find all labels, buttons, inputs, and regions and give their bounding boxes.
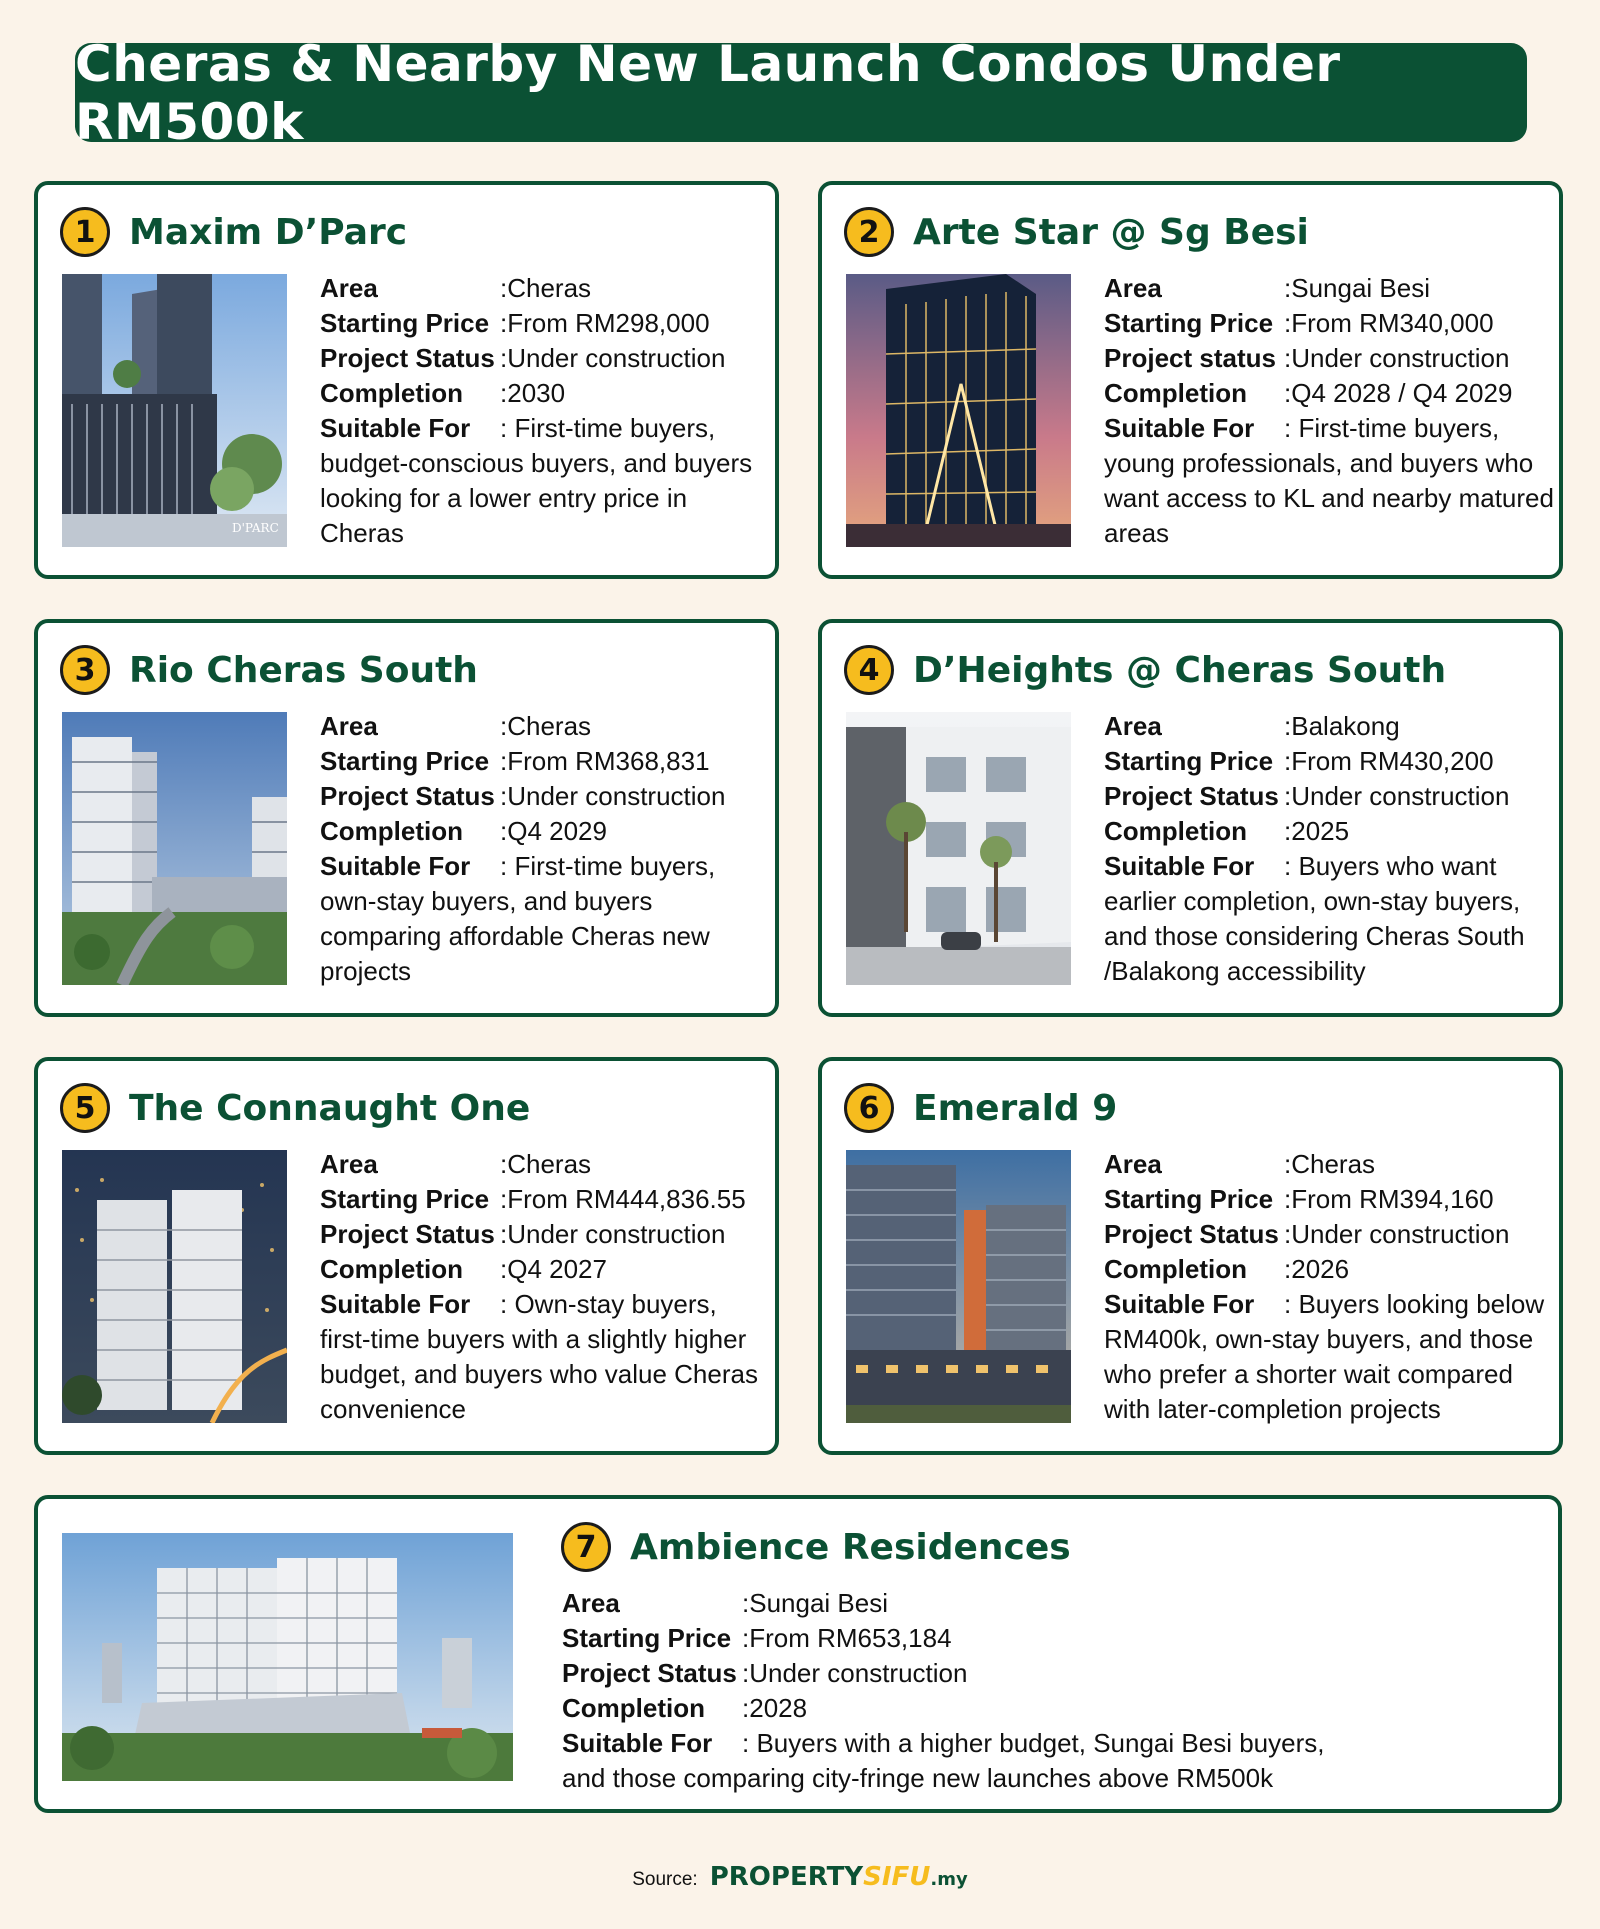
project-details: Area : Cheras Starting Price : From RM298,000 Project Status : Under construction Completion : 2030 Suitable For : First-time buyers, budget-conscious buyers, and buyers looking for a lower entry price in Cheras [320, 273, 753, 548]
project-name: Arte Star @ Sg Besi [913, 211, 1309, 253]
suitable-label: Suitable For [320, 413, 471, 443]
status-value: Under construction [507, 343, 726, 373]
completion-value: Q4 2027 [507, 1254, 607, 1284]
completion-label: Completion [320, 378, 463, 408]
completion-value: 2025 [1291, 816, 1350, 846]
status-label: Project Status [1104, 1219, 1279, 1249]
suitable-label: Suitable For [320, 1289, 471, 1319]
project-name: Rio Cheras South [129, 649, 478, 691]
project-card-4 [818, 619, 1563, 1017]
project-card-2 [818, 181, 1563, 579]
project-name: Maxim D’Parc [129, 211, 408, 253]
project-photo [62, 274, 287, 547]
completion-label: Completion [1104, 816, 1247, 846]
number-badge-icon: 4 [844, 645, 894, 695]
project-details: Area : Cheras Starting Price : From RM368,831 Project Status : Under construction Completion : Q4 2029 Suitable For : First-time buyers, own-stay buyers, and buyers comparing affordable Cheras new projects [320, 711, 726, 986]
status-label: Project Status [320, 781, 495, 811]
card-header [60, 645, 478, 695]
price-value: From RM430,200 [1291, 746, 1494, 776]
status-label: Project Status [320, 343, 495, 373]
source-label: Source: [632, 1869, 698, 1890]
status-value: Under construction [507, 781, 726, 811]
project-details: Area : Cheras Starting Price : From RM394,160 Project Status : Under construction Completion : 2026 Suitable For : Buyers looking below RM400k, own-stay buyers, and those who prefer a shorter wait compared with later-completion projects [1104, 1149, 1545, 1424]
completion-value: 2030 [507, 378, 566, 408]
project-details: Area : Balakong Starting Price : From RM430,200 Project Status : Under construction Completion : 2025 Suitable For : Buyers who want earlier completion, own-stay buyers, and those considering Cheras South /Balakong accessibility [1104, 711, 1525, 986]
brand-logo [710, 1862, 968, 1892]
status-label: Project Status [1104, 781, 1279, 811]
project-name: The Connaught One [129, 1087, 531, 1129]
project-details: Area : Sungai Besi Starting Price : From RM653,184 Project Status : Under construction Completion : 2028 Suitable For : Buyers with a higher budget, Sungai Besi buyers, and those comparing city-fringe new launches above RM500k [562, 1588, 1325, 1793]
price-label: Starting Price [1104, 1184, 1274, 1214]
completion-value: Q4 2029 [507, 816, 607, 846]
project-details: Area : Sungai Besi Starting Price : From RM340,000 Project status : Under construction Completion : Q4 2028 / Q4 2029 Suitable For : First-time buyers, young professionals, and buyers who want access to KL and nearby matured areas [1104, 273, 1554, 548]
suitable-value: First-time buyers, budget-conscious buyers, and buyers looking for a lower entry price in Cheras [320, 413, 753, 548]
area-label: Area [320, 711, 378, 741]
area-label: Area [1104, 711, 1162, 741]
completion-label: Completion [562, 1693, 705, 1723]
price-label: Starting Price [562, 1623, 732, 1653]
project-name: D’Heights @ Cheras South [913, 649, 1447, 691]
card-header [844, 645, 1446, 695]
project-name: Emerald 9 [913, 1087, 1118, 1129]
brand-main: PROPERTY [709, 1862, 864, 1892]
card-header [60, 207, 407, 257]
area-value: Cheras [507, 1149, 592, 1179]
suitable-value: Own-stay buyers, first-time buyers with a slightly higher budget, and buyers who value Cheras convenience [320, 1289, 758, 1424]
status-label: Project Status [562, 1658, 737, 1688]
status-label: Project status [1104, 343, 1276, 373]
number-badge-icon: 1 [60, 207, 110, 257]
project-photo [846, 712, 1071, 985]
project-name: Ambience Residences [630, 1526, 1071, 1568]
price-label: Starting Price [320, 308, 490, 338]
completion-label: Completion [320, 1254, 463, 1284]
suitable-label: Suitable For [1104, 851, 1255, 881]
price-label: Starting Price [320, 746, 490, 776]
completion-label: Completion [320, 816, 463, 846]
project-card-6 [818, 1057, 1563, 1455]
status-label: Project Status [320, 1219, 495, 1249]
card-header [844, 207, 1309, 257]
project-photo [846, 1150, 1071, 1423]
project-card-3 [34, 619, 779, 1017]
card-header [60, 1083, 530, 1133]
completion-value: 2028 [749, 1693, 808, 1723]
status-value: Under construction [749, 1658, 968, 1688]
price-value: From RM444,836.55 [507, 1184, 746, 1214]
project-card-5 [34, 1057, 779, 1455]
area-label: Area [320, 273, 378, 303]
price-value: From RM394,160 [1291, 1184, 1494, 1214]
price-label: Starting Price [1104, 746, 1274, 776]
status-value: Under construction [507, 1219, 726, 1249]
price-value: From RM340,000 [1291, 308, 1494, 338]
area-value: Sungai Besi [1291, 273, 1430, 303]
project-card-1 [34, 181, 779, 579]
status-value: Under construction [1291, 781, 1510, 811]
area-value: Balakong [1291, 711, 1400, 741]
photo-logo: D'PARC [232, 521, 279, 535]
project-photo [846, 274, 1071, 547]
suitable-value: Buyers with a higher budget, Sungai Besi buyers, and those comparing city-fringe new launches above RM500k [562, 1728, 1325, 1793]
number-badge-icon: 7 [561, 1522, 611, 1572]
completion-label: Completion [1104, 378, 1247, 408]
suitable-value: Buyers who want earlier completion, own-stay buyers, and those considering Cheras South /Balakong accessibility [1104, 851, 1525, 986]
area-value: Cheras [1291, 1149, 1376, 1179]
number-badge-icon: 3 [60, 645, 110, 695]
suitable-label: Suitable For [562, 1728, 713, 1758]
status-value: Under construction [1291, 343, 1510, 373]
project-details: Area : Cheras Starting Price : From RM444,836.55 Project Status : Under construction Completion : Q4 2027 Suitable For : Own-stay buyers, first-time buyers with a slightly higher budget, and buyers who value Cheras convenience [320, 1149, 758, 1424]
suitable-value: Buyers looking below RM400k, own-stay buyers, and those who prefer a shorter wait compared with later-completion projects [1104, 1289, 1545, 1424]
project-photo [62, 712, 287, 985]
card-header [561, 1522, 1071, 1572]
number-badge-icon: 6 [844, 1083, 894, 1133]
area-value: Cheras [507, 711, 592, 741]
suitable-label: Suitable For [1104, 413, 1255, 443]
area-value: Cheras [507, 273, 592, 303]
project-photo [62, 1150, 287, 1423]
price-label: Starting Price [1104, 308, 1274, 338]
suitable-value: First-time buyers, young professionals, and buyers who want access to KL and nearby matured areas [1104, 413, 1554, 548]
price-value: From RM368,831 [507, 746, 710, 776]
area-value: Sungai Besi [749, 1588, 888, 1618]
footer [0, 1862, 1600, 1892]
suitable-label: Suitable For [1104, 1289, 1255, 1319]
brand-accent: SIFU [863, 1862, 931, 1892]
title-banner [75, 34, 1527, 151]
number-badge-icon: 2 [844, 207, 894, 257]
status-value: Under construction [1291, 1219, 1510, 1249]
suitable-label: Suitable For [320, 851, 471, 881]
project-photo [62, 1533, 513, 1781]
brand-tld: .my [930, 1869, 968, 1890]
page-title: Cheras & Nearby New Launch Condos Under RM500k [75, 34, 1341, 151]
number-badge-icon: 5 [60, 1083, 110, 1133]
price-value: From RM653,184 [749, 1623, 952, 1653]
suitable-value: First-time buyers, own-stay buyers, and buyers comparing affordable Cheras new projects [320, 851, 716, 986]
completion-value: 2026 [1291, 1254, 1350, 1284]
price-label: Starting Price [320, 1184, 490, 1214]
completion-value: Q4 2028 / Q4 2029 [1291, 378, 1513, 408]
project-card-7 [34, 1495, 1562, 1813]
area-label: Area [1104, 1149, 1162, 1179]
completion-label: Completion [1104, 1254, 1247, 1284]
price-value: From RM298,000 [507, 308, 710, 338]
area-label: Area [1104, 273, 1162, 303]
card-header [844, 1083, 1117, 1133]
area-label: Area [562, 1588, 620, 1618]
area-label: Area [320, 1149, 378, 1179]
